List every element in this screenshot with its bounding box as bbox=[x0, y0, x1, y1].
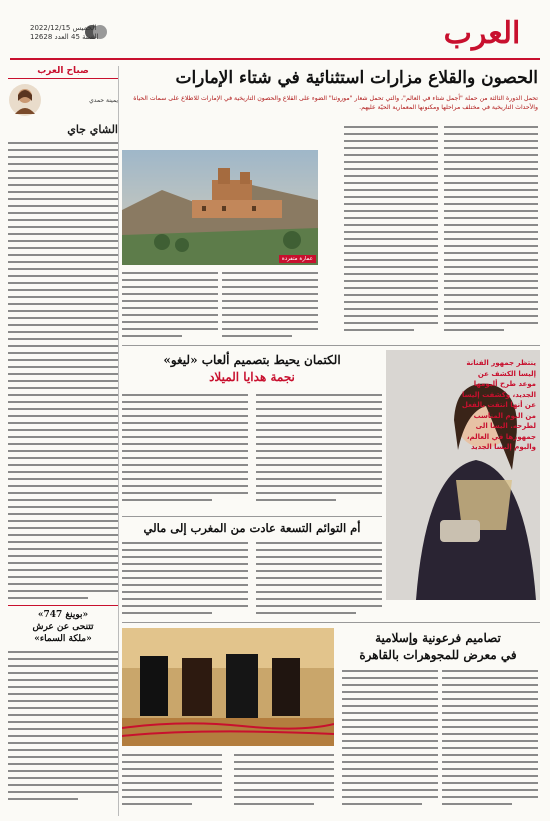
text-block-lines bbox=[256, 392, 382, 512]
singer-pullquote: ينتظر جمهور الفنانة إليسا الكشف عن موعد طرح ألبومها الجديد، وكشفت إليسا عن أنها انتقت بالفعل من البوم المناسب لطرحه. اليسا الى جمهورها في العالم، والبوم إليسا الجديد bbox=[461, 359, 536, 451]
section-divider-3 bbox=[122, 622, 540, 623]
boeing-headline-3: «ملكة السماء» bbox=[34, 634, 92, 644]
sidebar-rule bbox=[8, 78, 118, 79]
issue-number: السنة 45 العدد 12628 bbox=[30, 33, 99, 41]
issue-info bbox=[30, 24, 98, 42]
text-block-lines bbox=[444, 124, 538, 334]
text-block-lines bbox=[344, 124, 438, 334]
column-title: الشاي جاي bbox=[67, 123, 118, 136]
text-block-lines bbox=[122, 270, 218, 342]
text-block-lines bbox=[122, 392, 248, 512]
top-story-column-2 bbox=[344, 124, 438, 334]
fort-photo bbox=[122, 150, 318, 265]
lego-column-2 bbox=[256, 392, 382, 512]
sidebar-section-title: صباح العرب bbox=[37, 66, 89, 76]
author-name: يمينة حمدي bbox=[89, 96, 118, 104]
issue-date: الخميس 2022/12/15 bbox=[30, 24, 97, 32]
column-text bbox=[8, 140, 118, 610]
singer-photo-panel bbox=[386, 350, 540, 600]
top-story-headline: الحصون والقلاع مزارات استثنائية في شتاء الإمارات bbox=[175, 68, 538, 88]
exhibition-column-3 bbox=[122, 752, 334, 814]
lego-column-1 bbox=[122, 392, 248, 512]
exhibition-image bbox=[122, 628, 334, 746]
text-block-lines bbox=[442, 668, 538, 814]
exhibition-headline-1: تصاميم فرعونية وإسلامية bbox=[375, 631, 501, 645]
top-story-column-1 bbox=[444, 124, 538, 334]
text-block-lines bbox=[122, 540, 248, 620]
photo-caption: عمارة متفردة bbox=[279, 255, 316, 263]
author-avatar bbox=[8, 83, 42, 117]
exhibition-column-2 bbox=[342, 668, 438, 814]
newspaper-logo: العرب bbox=[443, 15, 521, 51]
top-story-column-3 bbox=[122, 270, 218, 342]
sidebar-bottom-story bbox=[8, 605, 118, 813]
text-block-lines bbox=[342, 668, 438, 814]
boeing-headline-1: «بوينغ 747» bbox=[37, 610, 89, 620]
lego-headline-1: الكتمان يحيط بتصميم ألعاب «ليغو» bbox=[163, 353, 341, 367]
section-divider-2 bbox=[122, 516, 382, 517]
author-block bbox=[8, 83, 118, 117]
twins-column-1 bbox=[122, 540, 248, 620]
top-story-lede: تحمل الدورة الثالثة من حملة "أجمل شتاء في العالم"، والتي تحمل شعار "موروثنا" الضوء على القلاع والحصون التاريخية في الإمارات للاطلاع على سمات الحياة والأحداث التاريخية في مختلف مراحلها ومكنونها المعمارية الحيّة عليهم. bbox=[133, 95, 538, 111]
exhibition-headline-2: في معرض للمجوهرات بالقاهرة bbox=[359, 648, 517, 662]
exhibition-column-1 bbox=[442, 668, 538, 814]
section-divider-1 bbox=[122, 345, 540, 346]
boeing-headline-2: تتنحى عن عرش bbox=[32, 622, 94, 632]
top-story-column-4 bbox=[222, 270, 318, 342]
sidebar-divider bbox=[118, 66, 119, 816]
text-block-lines bbox=[122, 752, 334, 814]
twins-column-2 bbox=[256, 540, 382, 620]
twins-headline: أم التوائم التسعة عادت من المغرب إلى مالي bbox=[143, 521, 361, 535]
exhibition-photo bbox=[122, 628, 334, 746]
masthead bbox=[0, 0, 550, 62]
text-block-lines bbox=[222, 270, 318, 342]
fort-image bbox=[122, 150, 318, 265]
text-block-lines bbox=[256, 540, 382, 620]
masthead-rule bbox=[10, 58, 540, 60]
boeing-text bbox=[8, 649, 118, 809]
sidebar-bottom-rule bbox=[8, 605, 118, 606]
lego-headline-2: نجمة هدايا الميلاد bbox=[209, 370, 295, 384]
